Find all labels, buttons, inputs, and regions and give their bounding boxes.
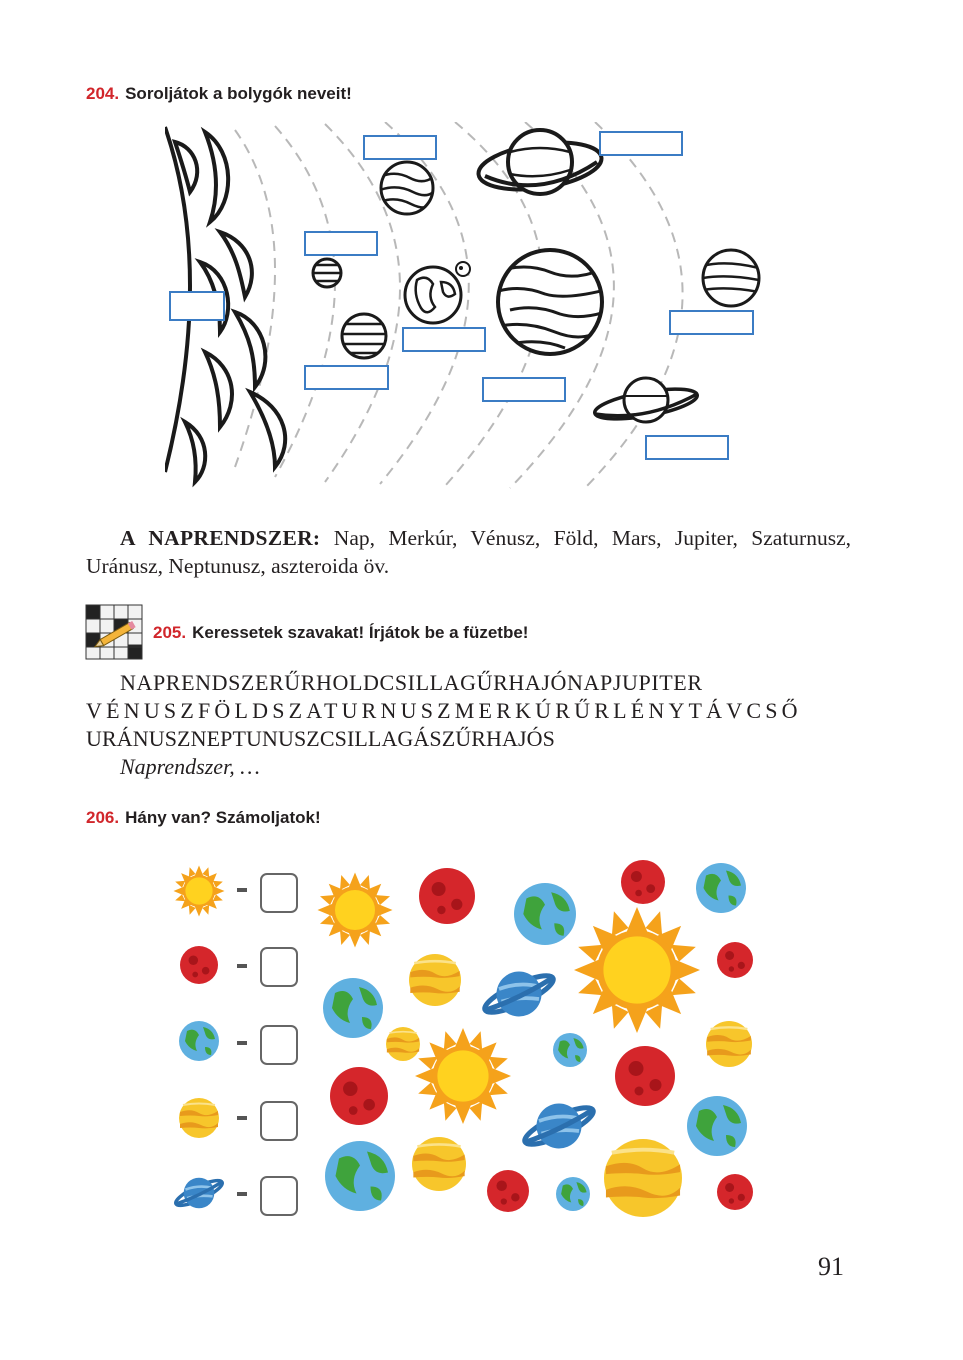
mercury-icon [310, 259, 345, 287]
puzzle-line-3: URÁNUSZNEPTUNUSZCSILLAGÁSZŰRHAJÓS [86, 726, 556, 751]
planet-label-box[interactable] [670, 311, 753, 334]
crossword-pencil-icon [84, 603, 144, 661]
sun-icon [415, 1028, 511, 1124]
task-text: Hány van? Számoljatok! [125, 808, 321, 827]
count-box-ringed-planet[interactable] [261, 1177, 297, 1215]
earth-icon [696, 863, 746, 913]
earth-icon [323, 978, 383, 1038]
red-planet-icon [621, 860, 665, 904]
definition-text: Nap, Merkúr, Vénusz, Föld, Mars, Jupiter, Szaturnusz, Uránusz, Neptunusz, aszteroida öv. [86, 526, 851, 578]
red-planet-icon [615, 1046, 675, 1106]
venus-icon [380, 162, 437, 214]
earth-icon [553, 1033, 587, 1067]
earth-icon [556, 1177, 590, 1211]
task-205-heading [153, 623, 528, 643]
planet-label-box[interactable] [364, 136, 436, 159]
puzzle-line-2: VÉNUSZFÖLDSZATURNUSZMERKÚRŰRLÉNYTÁVCSŐ [86, 698, 802, 723]
yellow-planet-icon [409, 954, 461, 1006]
uranus-icon [703, 250, 759, 306]
task-number: 204. [86, 84, 120, 103]
legend-sun [174, 866, 298, 917]
scattered-items [318, 860, 754, 1217]
answer-example: Naprendszer, … [120, 754, 260, 779]
red-planet-icon [717, 1174, 753, 1210]
counting-illustration [165, 848, 765, 1228]
task-204-heading [86, 84, 352, 104]
planet-label-box[interactable] [403, 328, 485, 351]
planet-label-box[interactable] [305, 232, 377, 255]
planet-label-box[interactable] [170, 292, 224, 320]
planet-label-box[interactable] [646, 436, 728, 459]
page-number: 91 [818, 1252, 844, 1281]
task-text: Keressetek szavakat! Írjátok be a füzetbe! [192, 623, 529, 642]
legend-earth [179, 1021, 297, 1064]
yellow-planet-icon [604, 1139, 682, 1217]
saturn-icon [476, 130, 605, 196]
yellow-planet-icon [412, 1137, 466, 1191]
planet-label-box[interactable] [600, 132, 682, 155]
yellow-planet-icon [706, 1021, 752, 1067]
count-box-red-planet[interactable] [261, 948, 297, 986]
definition-heading: A NAPRENDSZER: [120, 526, 321, 550]
neptune-icon [593, 378, 700, 425]
legend-ringed-planet [173, 1176, 297, 1215]
task-number: 205. [153, 623, 187, 642]
mars-icon [340, 314, 390, 358]
earth-icon [687, 1096, 747, 1156]
earth-icon [405, 267, 461, 323]
red-planet-icon [330, 1067, 388, 1125]
solar-system-definition [86, 524, 851, 580]
moon-icon [456, 262, 470, 276]
task-number: 206. [86, 808, 120, 827]
count-box-sun[interactable] [261, 874, 297, 912]
planet-label-box[interactable] [305, 366, 388, 389]
task-206-heading [86, 808, 321, 828]
planet-label-box[interactable] [483, 378, 565, 401]
legend-yellow-planet [179, 1098, 297, 1140]
task-text: Soroljátok a bolygók neveit! [125, 84, 352, 103]
red-planet-icon [487, 1170, 529, 1212]
jupiter-icon [495, 250, 605, 354]
puzzle-line-1: NAPRENDSZERŰRHOLDCSILLAGŰRHAJÓNAPJUPITER [120, 670, 703, 695]
red-planet-icon [419, 868, 475, 924]
solar-system-illustration [165, 122, 765, 490]
ringed-planet-icon [521, 1101, 597, 1151]
red-planet-icon [717, 942, 753, 978]
sun-icon [574, 907, 700, 1033]
count-box-earth[interactable] [261, 1026, 297, 1064]
yellow-planet-icon [386, 1027, 420, 1061]
count-box-yellow-planet[interactable] [261, 1102, 297, 1140]
sun-icon [318, 873, 393, 948]
legend-red-planet [180, 946, 297, 986]
earth-icon [514, 883, 576, 945]
ringed-planet-icon [481, 969, 557, 1019]
earth-icon [325, 1141, 395, 1211]
count-legend [173, 866, 297, 1216]
